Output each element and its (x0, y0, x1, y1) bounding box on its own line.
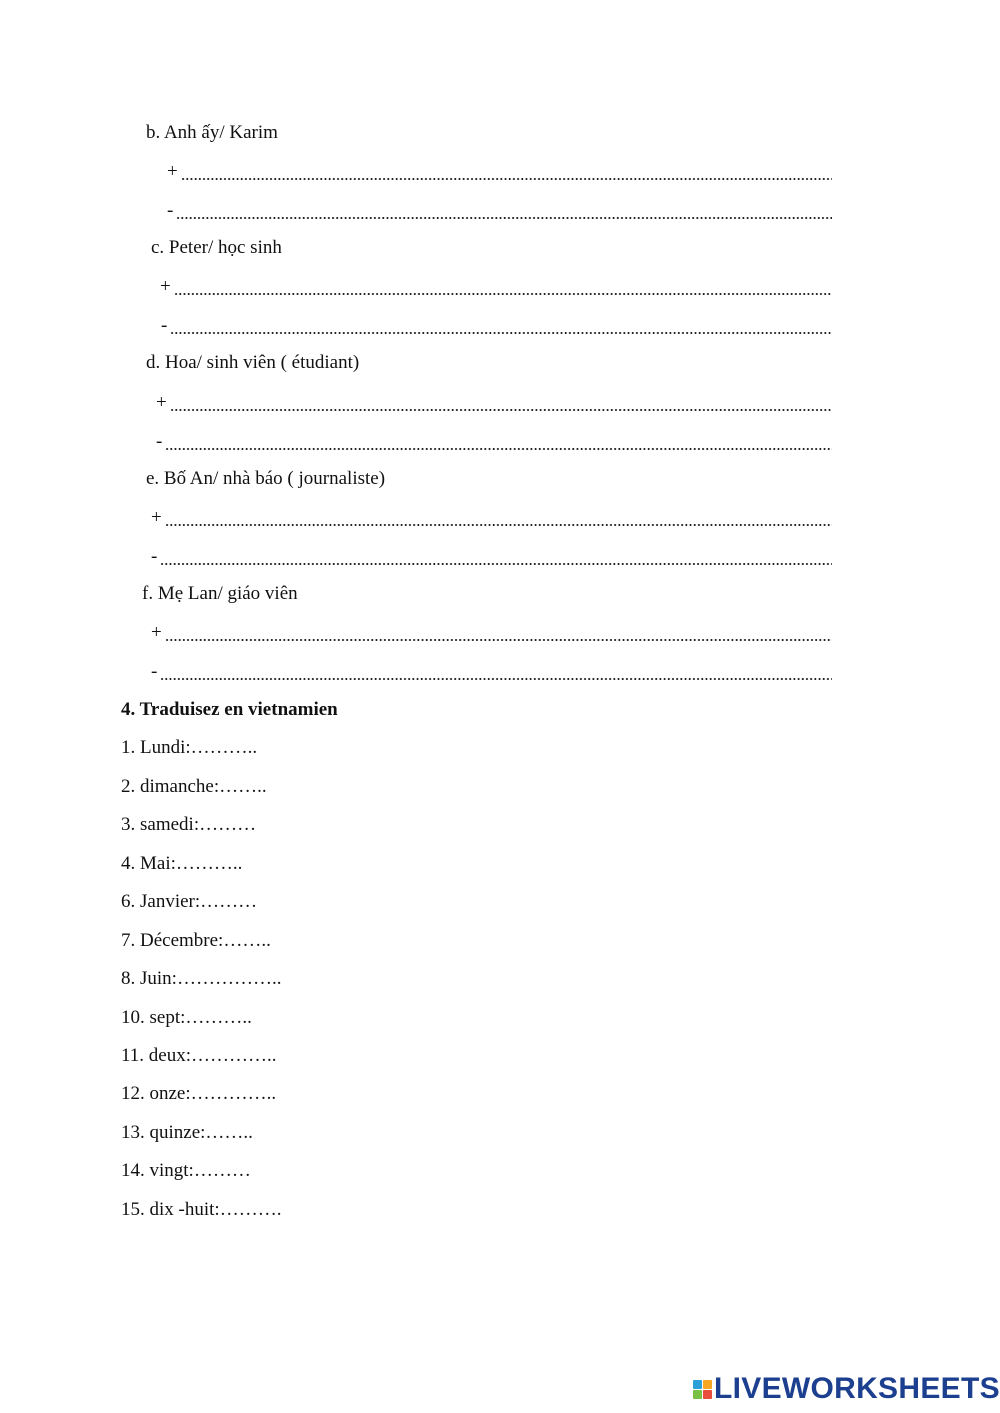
plus-sign: + (151, 507, 162, 528)
logo-square (703, 1390, 712, 1399)
liveworksheets-logo (693, 1372, 1000, 1406)
translate-item: 12. onze:………….. (121, 1083, 277, 1104)
translate-item: 7. Décembre:…….. (121, 930, 271, 951)
translate-item: 8. Juin:…………….. (121, 968, 282, 989)
dotted-answer-line (165, 514, 832, 527)
translate-item: 4. Mai:……….. (121, 853, 243, 874)
translate-item: 15. dix -huit:………. (121, 1199, 282, 1220)
item-d-negative-answer[interactable] (156, 430, 832, 454)
item-b-affirmative-answer[interactable] (167, 160, 832, 184)
logo-square (693, 1380, 702, 1389)
item-c-affirmative-answer[interactable] (160, 275, 832, 299)
dotted-answer-line (170, 322, 832, 335)
plus-sign: + (156, 392, 167, 413)
dotted-answer-line (170, 399, 832, 412)
minus-sign: - (156, 431, 163, 452)
item-f-affirmative-answer[interactable] (151, 621, 832, 645)
item-b-label: b. Anh ấy/ Karim (146, 122, 278, 143)
translate-item: 10. sept:……….. (121, 1007, 252, 1028)
logo-mark-icon (693, 1380, 712, 1399)
item-f-negative-answer[interactable] (151, 660, 832, 684)
translate-item: 3. samedi:……… (121, 814, 257, 835)
item-e-affirmative-answer[interactable] (151, 506, 832, 530)
exercise-4-heading: 4. Traduisez en vietnamien (121, 699, 338, 720)
item-e-negative-answer[interactable] (151, 545, 832, 569)
logo-square (693, 1390, 702, 1399)
dotted-answer-line (165, 629, 832, 642)
logo-square (703, 1380, 712, 1389)
translate-item: 6. Janvier:……… (121, 891, 258, 912)
minus-sign: - (167, 200, 174, 221)
plus-sign: + (151, 622, 162, 643)
item-c-label: c. Peter/ học sinh (151, 237, 282, 258)
plus-sign: + (160, 276, 171, 297)
dotted-answer-line (160, 553, 832, 566)
logo-text: LIVEWORKSHEETS (714, 1372, 1000, 1405)
dotted-answer-line (165, 438, 832, 451)
translate-item: 11. deux:………….. (121, 1045, 277, 1066)
translate-item: 2. dimanche:…….. (121, 776, 267, 797)
minus-sign: - (161, 315, 168, 336)
minus-sign: - (151, 546, 158, 567)
translate-item: 1. Lundi:……….. (121, 737, 258, 758)
item-b-negative-answer[interactable] (167, 199, 832, 223)
dotted-answer-line (160, 668, 832, 681)
item-e-label: e. Bố An/ nhà báo ( journaliste) (146, 468, 386, 489)
item-c-negative-answer[interactable] (161, 314, 832, 338)
item-f-label: f. Mẹ Lan/ giáo viên (142, 583, 298, 604)
dotted-answer-line (176, 207, 832, 220)
minus-sign: - (151, 661, 158, 682)
plus-sign: + (167, 161, 178, 182)
translate-item: 14. vingt:……… (121, 1160, 251, 1181)
dotted-answer-line (181, 168, 832, 181)
item-d-label: d. Hoa/ sinh viên ( étudiant) (146, 352, 360, 373)
translate-item: 13. quinze:…….. (121, 1122, 253, 1143)
item-d-affirmative-answer[interactable] (156, 391, 832, 415)
dotted-answer-line (174, 283, 832, 296)
